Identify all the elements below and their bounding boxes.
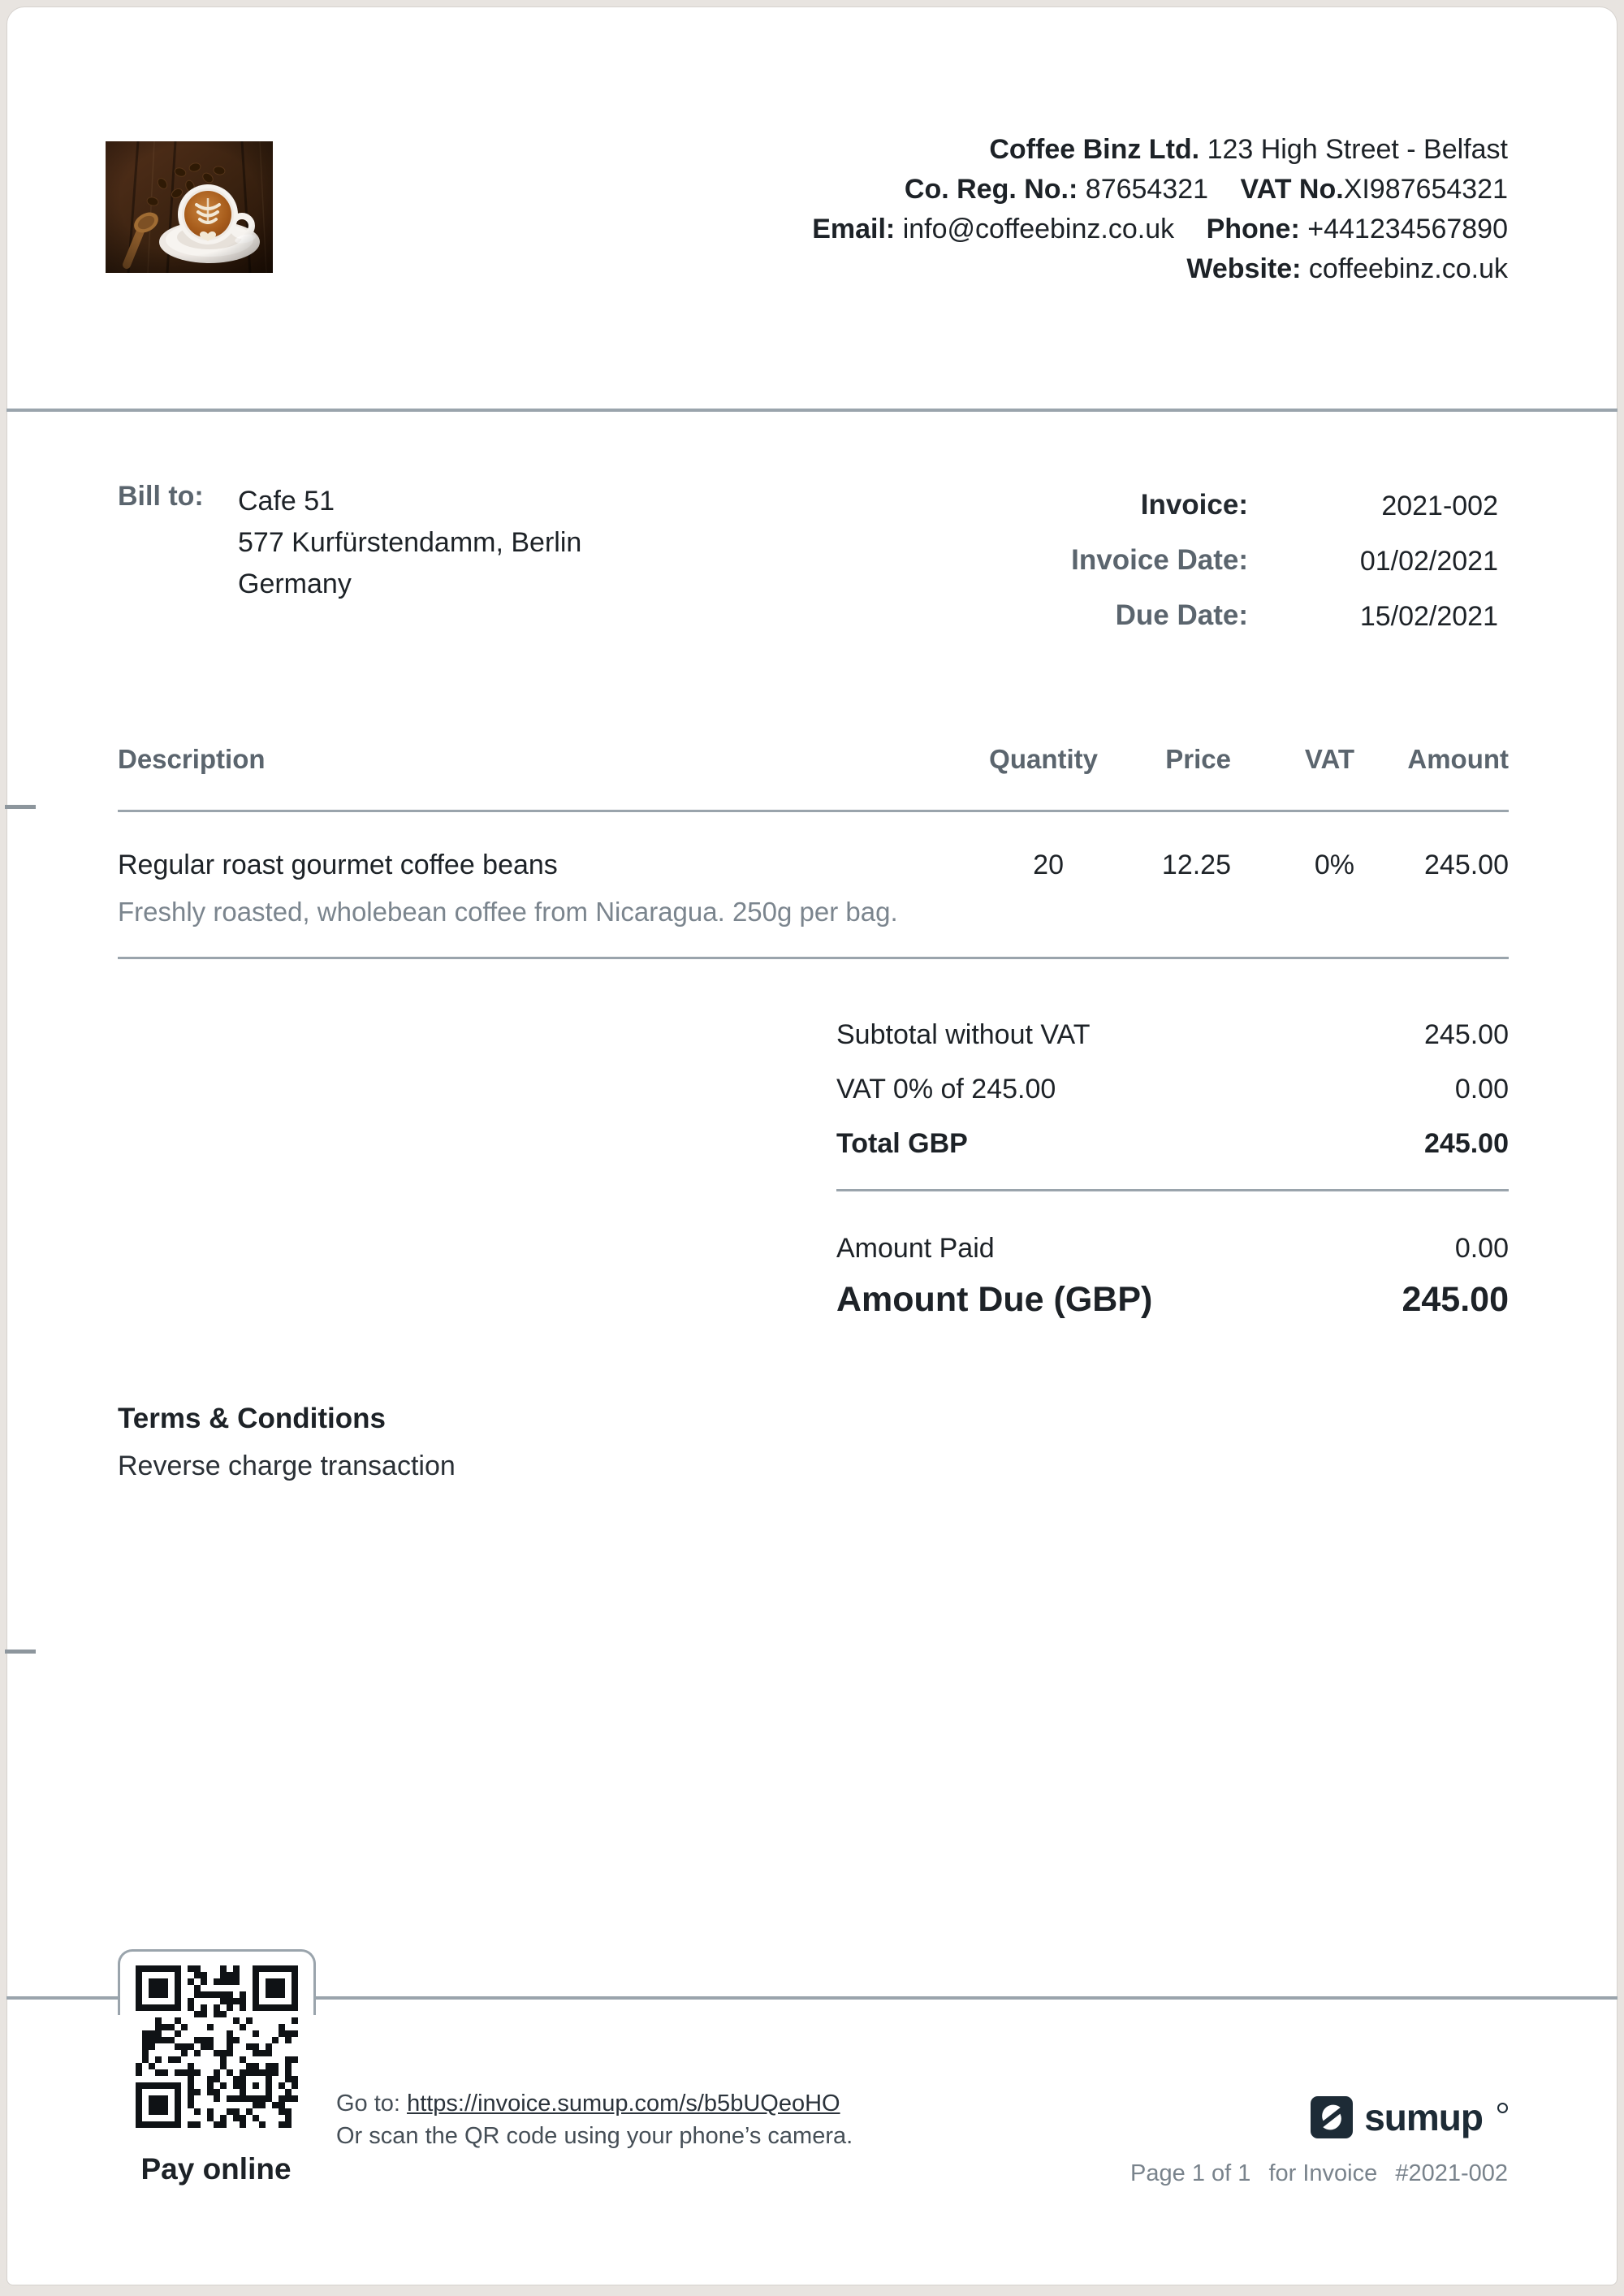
column-header-price: Price: [1165, 744, 1231, 774]
column-header-amount: Amount: [1407, 744, 1509, 774]
total-value: 245.00: [1424, 1128, 1509, 1159]
registered-mark-icon: [1497, 2103, 1508, 2113]
fold-mark-bottom: [5, 1650, 36, 1654]
go-to-label: Go to:: [336, 2091, 400, 2117]
table-header-rule: [118, 810, 1509, 812]
pay-online-label: Pay online: [140, 2152, 292, 2186]
totals-divider: [836, 1189, 1509, 1191]
item-price: 12.25: [1161, 850, 1231, 880]
due-date-value: 15/02/2021: [1359, 601, 1498, 632]
item-amount: 245.00: [1424, 850, 1509, 880]
bill-to-country: Germany: [238, 569, 352, 599]
invoice-date-label: Invoice Date:: [1071, 544, 1248, 576]
amount-due-label: Amount Due (GBP): [836, 1280, 1153, 1319]
invoice-number: 2021-002: [1381, 491, 1498, 521]
due-date-label: Due Date:: [1115, 599, 1248, 631]
column-header-vat: VAT: [1304, 744, 1354, 774]
amount-paid-value: 0.00: [1454, 1233, 1509, 1264]
scan-instruction: Or scan the QR code using your phone’s camera.: [336, 2123, 853, 2149]
vat-total-label: VAT 0% of 245.00: [836, 1074, 1056, 1105]
bill-to-name: Cafe 51: [238, 486, 335, 517]
item-quantity: 20: [1033, 850, 1064, 880]
vat-total-value: 0.00: [1454, 1074, 1509, 1105]
phone-label: Phone:: [1206, 214, 1300, 244]
column-header-description: Description: [118, 744, 266, 774]
coffee-logo-image: [106, 141, 273, 273]
bill-to-address: 577 Kurfürstendamm, Berlin: [238, 527, 582, 558]
go-to-line: [336, 2091, 840, 2117]
website-label: Website:: [1186, 253, 1302, 284]
amount-paid-label: Amount Paid: [836, 1233, 995, 1264]
company-address: 123 High Street - Belfast: [1207, 134, 1508, 165]
terms-heading: Terms & Conditions: [118, 1403, 386, 1434]
terms-text: Reverse charge transaction: [118, 1451, 456, 1481]
subtotal-value: 245.00: [1424, 1019, 1509, 1050]
bill-to-label: Bill to:: [118, 481, 204, 512]
item-vat: 0%: [1314, 850, 1354, 880]
vat-value: XI987654321: [1343, 174, 1508, 205]
fold-mark-top: [5, 805, 36, 809]
phone-value: +441234567890: [1307, 214, 1508, 244]
sumup-logo-icon: [1311, 2096, 1353, 2138]
table-row-rule: [118, 957, 1509, 959]
invoice-number-ref: #2021-002: [1395, 2160, 1508, 2186]
company-info-block: [812, 130, 1508, 289]
sumup-logo: [1311, 2095, 1508, 2139]
total-label: Total GBP: [836, 1128, 968, 1159]
email-label: Email:: [812, 214, 896, 244]
bill-to-block: [238, 481, 581, 605]
page-label: Page 1 of 1: [1130, 2160, 1251, 2186]
item-details: Freshly roasted, wholebean coffee from Nicaragua. 250g per bag.: [118, 897, 898, 927]
page-background: [6, 6, 1618, 2285]
vat-label: VAT No.: [1240, 174, 1344, 205]
page-number-info: [1130, 2160, 1508, 2187]
header-divider: [6, 409, 1618, 412]
co-reg-value: 87654321: [1085, 174, 1209, 205]
invoice-label: Invoice:: [1140, 489, 1248, 521]
qr-code: [136, 1965, 298, 2128]
co-reg-label: Co. Reg. No.:: [904, 174, 1078, 205]
email-value: info@coffeebinz.co.uk: [902, 214, 1175, 244]
website-value: coffeebinz.co.uk: [1308, 253, 1508, 284]
subtotal-label: Subtotal without VAT: [836, 1019, 1091, 1050]
item-description: Regular roast gourmet coffee beans: [118, 850, 558, 880]
column-header-quantity: Quantity: [989, 744, 1098, 774]
sumup-wordmark: sumup: [1364, 2096, 1483, 2138]
invoice-date-value: 01/02/2021: [1359, 546, 1498, 577]
amount-due-value: 245.00: [1402, 1280, 1509, 1319]
for-invoice-label: for Invoice: [1268, 2160, 1378, 2186]
company-name: Coffee Binz Ltd.: [989, 134, 1200, 165]
payment-link[interactable]: https://invoice.sumup.com/s/b5bUQeoHO: [407, 2091, 840, 2117]
